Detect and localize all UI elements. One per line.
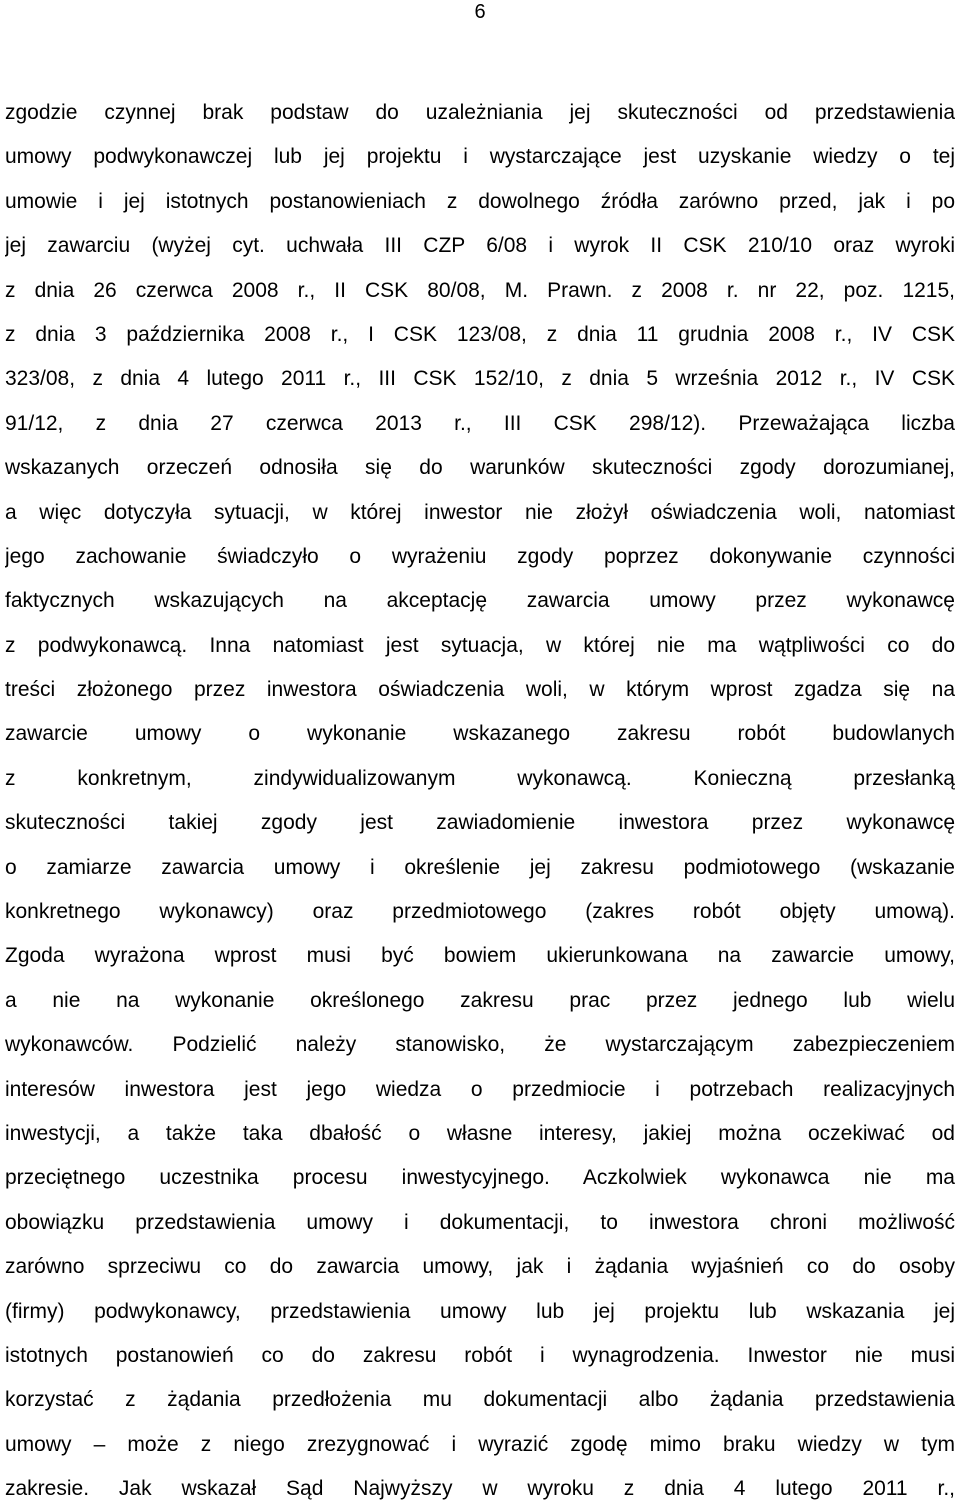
text-line: z dnia 3 października 2008 r., I CSK 123/08, z dnia 11 grudnia 2008 r., IV CSK bbox=[5, 322, 955, 346]
text-line: 323/08, z dnia 4 lutego 2011 r., III CSK 152/10, z dnia 5 września 2012 r., IV CSK bbox=[5, 367, 955, 391]
text-line: zarówno sprzeciwu co do zawarcia umowy, jak i żądania wyjaśnień co do osoby bbox=[5, 1255, 955, 1279]
text-line: faktycznych wskazujących na akceptację zawarcia umowy przez wykonawcę bbox=[5, 589, 955, 613]
text-line: (firmy) podwykonawcy, przedstawienia umowy lub jej projektu lub wskazania jej bbox=[5, 1299, 955, 1323]
text-line: inwestycji, a także taka dbałość o własne interesy, jakiej można oczekiwać od bbox=[5, 1121, 955, 1145]
body-text bbox=[5, 91, 955, 1512]
page-number: 6 bbox=[474, 1, 486, 23]
text-line: skuteczności takiej zgody jest zawiadomienie inwestora przez wykonawcę bbox=[5, 811, 955, 835]
text-line: zgodzie czynnej brak podstaw do uzależniania jej skuteczności od przedstawienia bbox=[5, 101, 955, 124]
text-line: 91/12, z dnia 27 czerwca 2013 r., III CSK 298/12). Przeważająca liczba bbox=[5, 411, 955, 435]
text-line: istotnych postanowień co do zakresu robót i wynagrodzenia. Inwestor nie musi bbox=[5, 1343, 955, 1367]
text-line: korzystać z żądania przedłożenia mu dokumentacji albo żądania przedstawienia bbox=[5, 1388, 955, 1412]
text-line: o zamiarze zawarcia umowy i określenie jej zakresu podmiotowego (wskazanie bbox=[5, 855, 955, 879]
text-line: zakresie. Jak wskazał Sąd Najwyższy w wyroku z dnia 4 lutego 2011 r., bbox=[5, 1477, 955, 1501]
text-line: konkretnego wykonawcy) oraz przedmiotowego (zakres robót objęty umową). bbox=[5, 900, 955, 924]
text-line: wykonawców. Podzielić należy stanowisko, że wystarczającym zabezpieczeniem bbox=[5, 1033, 955, 1057]
text-line: zawarcie umowy o wykonanie wskazanego zakresu robót budowlanych bbox=[5, 722, 955, 746]
text-line: z dnia 26 czerwca 2008 r., II CSK 80/08, M. Prawn. z 2008 r. nr 22, poz. 1215, bbox=[5, 278, 955, 302]
text-line: jego zachowanie świadczyło o wyrażeniu zgody poprzez dokonywanie czynności bbox=[5, 544, 955, 568]
text-line: a nie na wykonanie określonego zakresu prac przez jednego lub wielu bbox=[5, 988, 955, 1012]
text-line: przeciętnego uczestnika procesu inwestycyjnego. Aczkolwiek wykonawca nie ma bbox=[5, 1166, 955, 1190]
text-line: umowy podwykonawczej lub jej projektu i wystarczające jest uzyskanie wiedzy o tej bbox=[5, 145, 955, 169]
text-line: z konkretnym, zindywidualizowanym wykonawcą. Konieczną przesłanką bbox=[5, 766, 955, 790]
text-line: interesów inwestora jest jego wiedza o przedmiocie i potrzebach realizacyjnych bbox=[5, 1077, 955, 1101]
text-line: jej zawarciu (wyżej cyt. uchwała III CZP 6/08 i wyrok II CSK 210/10 oraz wyroki bbox=[5, 234, 955, 258]
text-line: wskazanych orzeczeń odnosiła się do warunków skuteczności zgody dorozumianej, bbox=[5, 456, 955, 480]
text-line: a więc dotyczyła sytuacji, w której inwestor nie złożył oświadczenia woli, natomiast bbox=[5, 500, 955, 524]
text-line: z podwykonawcą. Inna natomiast jest sytuacja, w której nie ma wątpliwości co do bbox=[5, 633, 955, 657]
text-line: treści złożonego przez inwestora oświadczenia woli, w którym wprost zgadza się na bbox=[5, 678, 955, 702]
text-line: umowie i jej istotnych postanowieniach z dowolnego źródła zarówno przed, jak i po bbox=[5, 189, 955, 213]
text-line: Zgoda wyrażona wprost musi być bowiem ukierunkowana na zawarcie umowy, bbox=[5, 944, 955, 968]
text-line: obowiązku przedstawienia umowy i dokumentacji, to inwestora chroni możliwość bbox=[5, 1210, 955, 1234]
text-line: umowy – może z niego zrezygnować i wyrazić zgodę mimo braku wiedzy w tym bbox=[5, 1432, 955, 1456]
